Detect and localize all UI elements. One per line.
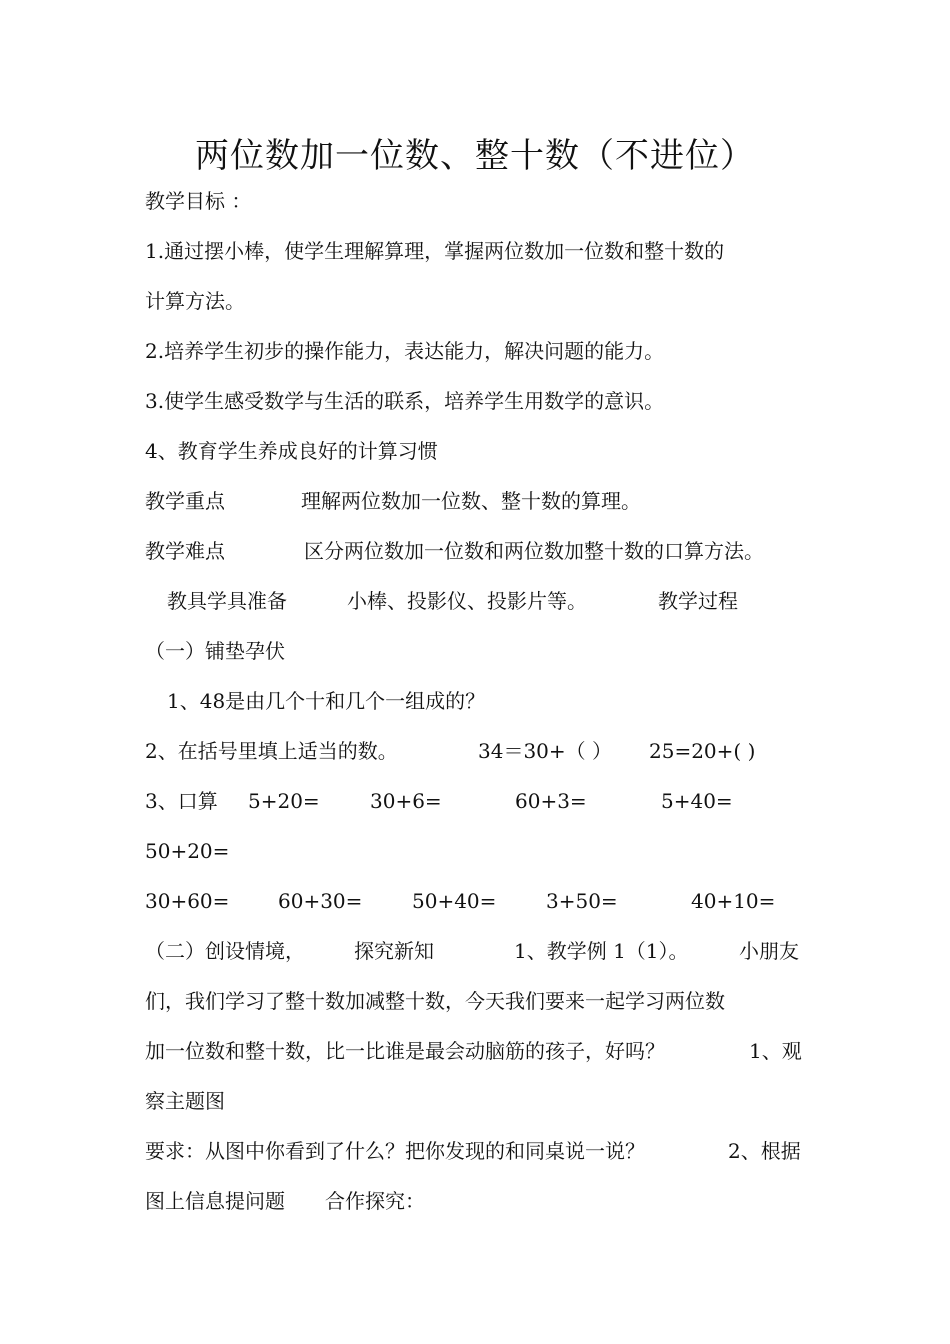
paragraph-line-4-a: 要求：从图中你看到了什么？把你发现的和同桌说一说？ [145, 1139, 645, 1163]
paragraph-line-2 [145, 1036, 845, 1066]
oral-row-1 [145, 786, 845, 816]
paragraph-line-1: 们，我们学习了整十数加减整十数，今天我们要来一起学习两位数 [145, 989, 725, 1013]
question-3-label: 3、口算 [145, 789, 218, 813]
question-1: 1、48是由几个十和几个一组成的？ [167, 689, 486, 713]
oral-item: 30+6= [370, 789, 442, 813]
tools-line [145, 586, 845, 616]
paragraph-line-5-a: 图上信息提问题 [145, 1189, 285, 1213]
section-2-part-d: 小朋友 [739, 939, 799, 963]
tools-text: 小棒、投影仪、投影片等。 [347, 589, 587, 613]
paragraph-line-2-b: 1、观 [749, 1039, 802, 1063]
objective-2: 2.培养学生初步的操作能力，表达能力，解决问题的能力。 [145, 339, 665, 363]
key-point-line [145, 486, 845, 516]
oral-item: 5+40= [661, 789, 733, 813]
oral-item: 50+40= [412, 889, 497, 913]
tools-label: 教具学具准备 [167, 589, 287, 613]
question-2-b: 25=20+( ) [649, 739, 756, 763]
question-2-line [145, 736, 845, 766]
oral-item: 30+60= [145, 889, 230, 913]
section-2-label: （二）创设情境， [145, 939, 305, 963]
objective-3: 3.使学生感受数学与生活的联系，培养学生用数学的意识。 [145, 389, 665, 413]
oral-item: 60+30= [278, 889, 363, 913]
oral-item: 60+3= [515, 789, 587, 813]
section-1-heading: （一）铺垫孕伏 [145, 639, 285, 663]
process-label: 教学过程 [658, 589, 738, 613]
section-2-part-c: 1、教学例 1（1）。 [514, 939, 689, 963]
page-title: 两位数加一位数、整十数（不进位） [195, 136, 755, 176]
paragraph-line-5 [145, 1186, 845, 1216]
difficulty-line [145, 536, 845, 566]
difficulty-text: 区分两位数加一位数和两位数加整十数的口算方法。 [304, 539, 764, 563]
oral-item: 5+20= [248, 789, 320, 813]
paragraph-line-3: 察主题图 [145, 1089, 225, 1113]
difficulty-label: 教学难点 [145, 539, 225, 563]
paragraph-line-2-a: 加一位数和整十数，比一比谁是最会动脑筋的孩子，好吗？ [145, 1039, 665, 1063]
oral-item: 50+20= [145, 839, 230, 863]
objective-1-cont: 计算方法。 [145, 289, 245, 313]
objective-4: 4、教育学生养成良好的计算习惯 [145, 439, 438, 463]
key-point-text: 理解两位数加一位数、整十数的算理。 [301, 489, 641, 513]
paragraph-line-5-b: 合作探究： [325, 1189, 425, 1213]
key-point-label: 教学重点 [145, 489, 225, 513]
section-2-line [145, 936, 845, 966]
paragraph-line-4 [145, 1136, 845, 1166]
oral-item: 3+50= [546, 889, 618, 913]
paragraph-line-4-b: 2、根据 [728, 1139, 801, 1163]
question-2-a: 34＝30+（ ） [478, 739, 613, 763]
question-2-label: 2、在括号里填上适当的数。 [145, 739, 398, 763]
oral-row-3 [145, 886, 845, 916]
objective-1: 1.通过摆小棒，使学生理解算理，掌握两位数加一位数和整十数的 [145, 239, 725, 263]
objectives-label: 教学目标 ： [145, 189, 252, 213]
section-2-part-b: 探究新知 [354, 939, 434, 963]
oral-item: 40+10= [691, 889, 776, 913]
